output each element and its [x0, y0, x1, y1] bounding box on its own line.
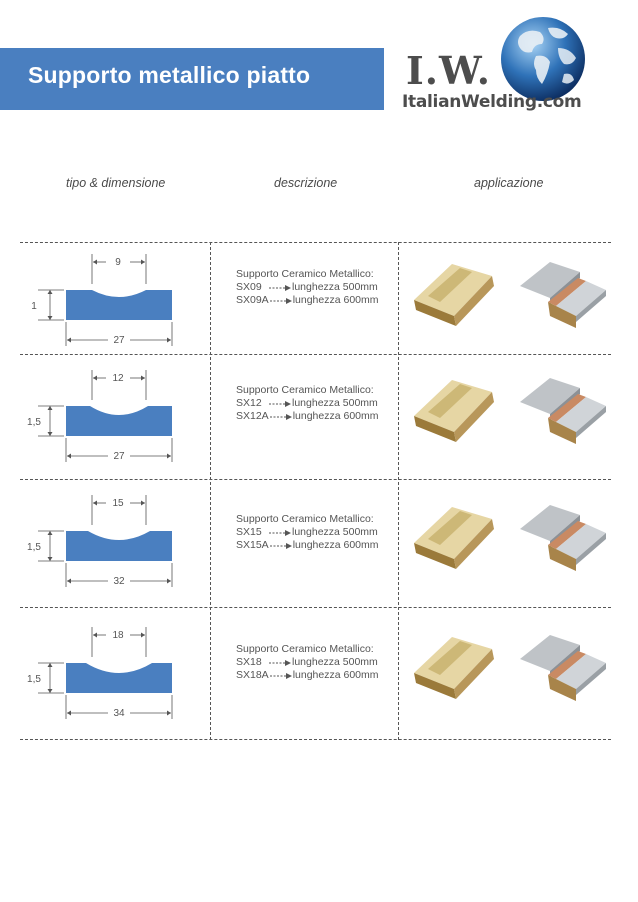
- welded-plates-image: [520, 505, 606, 571]
- groove-width-label: 12: [112, 373, 124, 384]
- groove-width-label: 9: [115, 257, 121, 268]
- backing-strip-image: [414, 507, 494, 569]
- variant-line: [236, 397, 379, 410]
- welded-plates-image: [520, 635, 606, 701]
- globe-icon: [498, 14, 588, 104]
- variant-line: [236, 656, 379, 669]
- variant-line: [236, 669, 379, 682]
- description-title: Supporto Ceramico Metallico:: [236, 643, 374, 655]
- product-row: [20, 354, 611, 479]
- product-length: lunghezza 600mm: [292, 294, 379, 306]
- product-code: SX12A: [236, 410, 269, 422]
- product-description: [236, 268, 379, 307]
- logo-initials: I.W.: [406, 48, 491, 93]
- product-length: lunghezza 500mm: [292, 656, 378, 668]
- column-header-application: applicazione: [474, 176, 544, 190]
- product-row: [20, 242, 611, 354]
- description-title: Supporto Ceramico Metallico:: [236, 513, 374, 525]
- product-code: SX18: [236, 656, 262, 668]
- profile-drawing: [20, 625, 210, 721]
- total-width-label: 34: [113, 708, 125, 719]
- backing-strip-image: [414, 264, 494, 326]
- product-description: [236, 384, 379, 423]
- arrow-right-icon: [269, 400, 291, 408]
- column-header-description: descrizione: [274, 176, 338, 190]
- product-row: [20, 607, 611, 739]
- column-header-type: tipo & dimensione: [66, 176, 166, 190]
- backing-strip-image: [414, 380, 494, 442]
- total-width-label: 27: [113, 335, 125, 346]
- thickness-label: 1,5: [27, 542, 41, 553]
- backing-strip-image: [414, 637, 494, 699]
- product-length: lunghezza 600mm: [292, 410, 379, 422]
- welded-plates-image: [520, 262, 606, 328]
- product-code: SX09A: [236, 294, 269, 306]
- application-illustration: [412, 633, 608, 703]
- variant-line: [236, 281, 379, 294]
- product-length: lunghezza 500mm: [292, 397, 378, 409]
- arrow-right-icon: [269, 284, 291, 292]
- product-length: lunghezza 500mm: [292, 526, 378, 538]
- logo-website: ItalianWelding.com: [402, 92, 582, 112]
- product-description: [236, 643, 379, 682]
- product-code: SX18A: [236, 669, 269, 681]
- thickness-label: 1: [31, 301, 37, 312]
- product-description: [236, 513, 379, 552]
- application-illustration: [412, 260, 608, 330]
- product-code: SX15A: [236, 539, 269, 551]
- description-title: Supporto Ceramico Metallico:: [236, 268, 374, 280]
- header-banner: [0, 48, 384, 110]
- variant-line: [236, 526, 379, 539]
- variant-line: [236, 539, 379, 552]
- product-length: lunghezza 600mm: [292, 669, 379, 681]
- thickness-label: 1,5: [27, 417, 41, 428]
- product-code: SX15: [236, 526, 262, 538]
- thickness-label: 1,5: [27, 674, 41, 685]
- application-illustration: [412, 503, 608, 573]
- row-divider: [20, 739, 611, 740]
- application-illustration: [412, 376, 608, 446]
- variant-line: [236, 410, 379, 423]
- product-row: [20, 479, 611, 607]
- description-title: Supporto Ceramico Metallico:: [236, 384, 374, 396]
- arrow-right-icon: [270, 672, 292, 680]
- profile-drawing: [20, 252, 210, 348]
- product-length: lunghezza 500mm: [292, 281, 378, 293]
- company-logo: [398, 14, 620, 116]
- total-width-label: 32: [113, 576, 125, 587]
- page-title: Supporto metallico piatto: [28, 62, 311, 88]
- product-table: [20, 242, 611, 740]
- welded-plates-image: [520, 378, 606, 444]
- groove-width-label: 18: [112, 630, 124, 641]
- variant-line: [236, 294, 379, 307]
- product-length: lunghezza 600mm: [292, 539, 379, 551]
- arrow-right-icon: [270, 297, 292, 305]
- total-width-label: 27: [113, 451, 125, 462]
- groove-width-label: 15: [112, 498, 124, 509]
- arrow-right-icon: [270, 542, 292, 550]
- arrow-right-icon: [269, 529, 291, 537]
- arrow-right-icon: [270, 413, 292, 421]
- arrow-right-icon: [269, 659, 291, 667]
- product-code: SX09: [236, 281, 262, 293]
- profile-drawing: [20, 493, 210, 589]
- profile-drawing: [20, 368, 210, 464]
- product-code: SX12: [236, 397, 262, 409]
